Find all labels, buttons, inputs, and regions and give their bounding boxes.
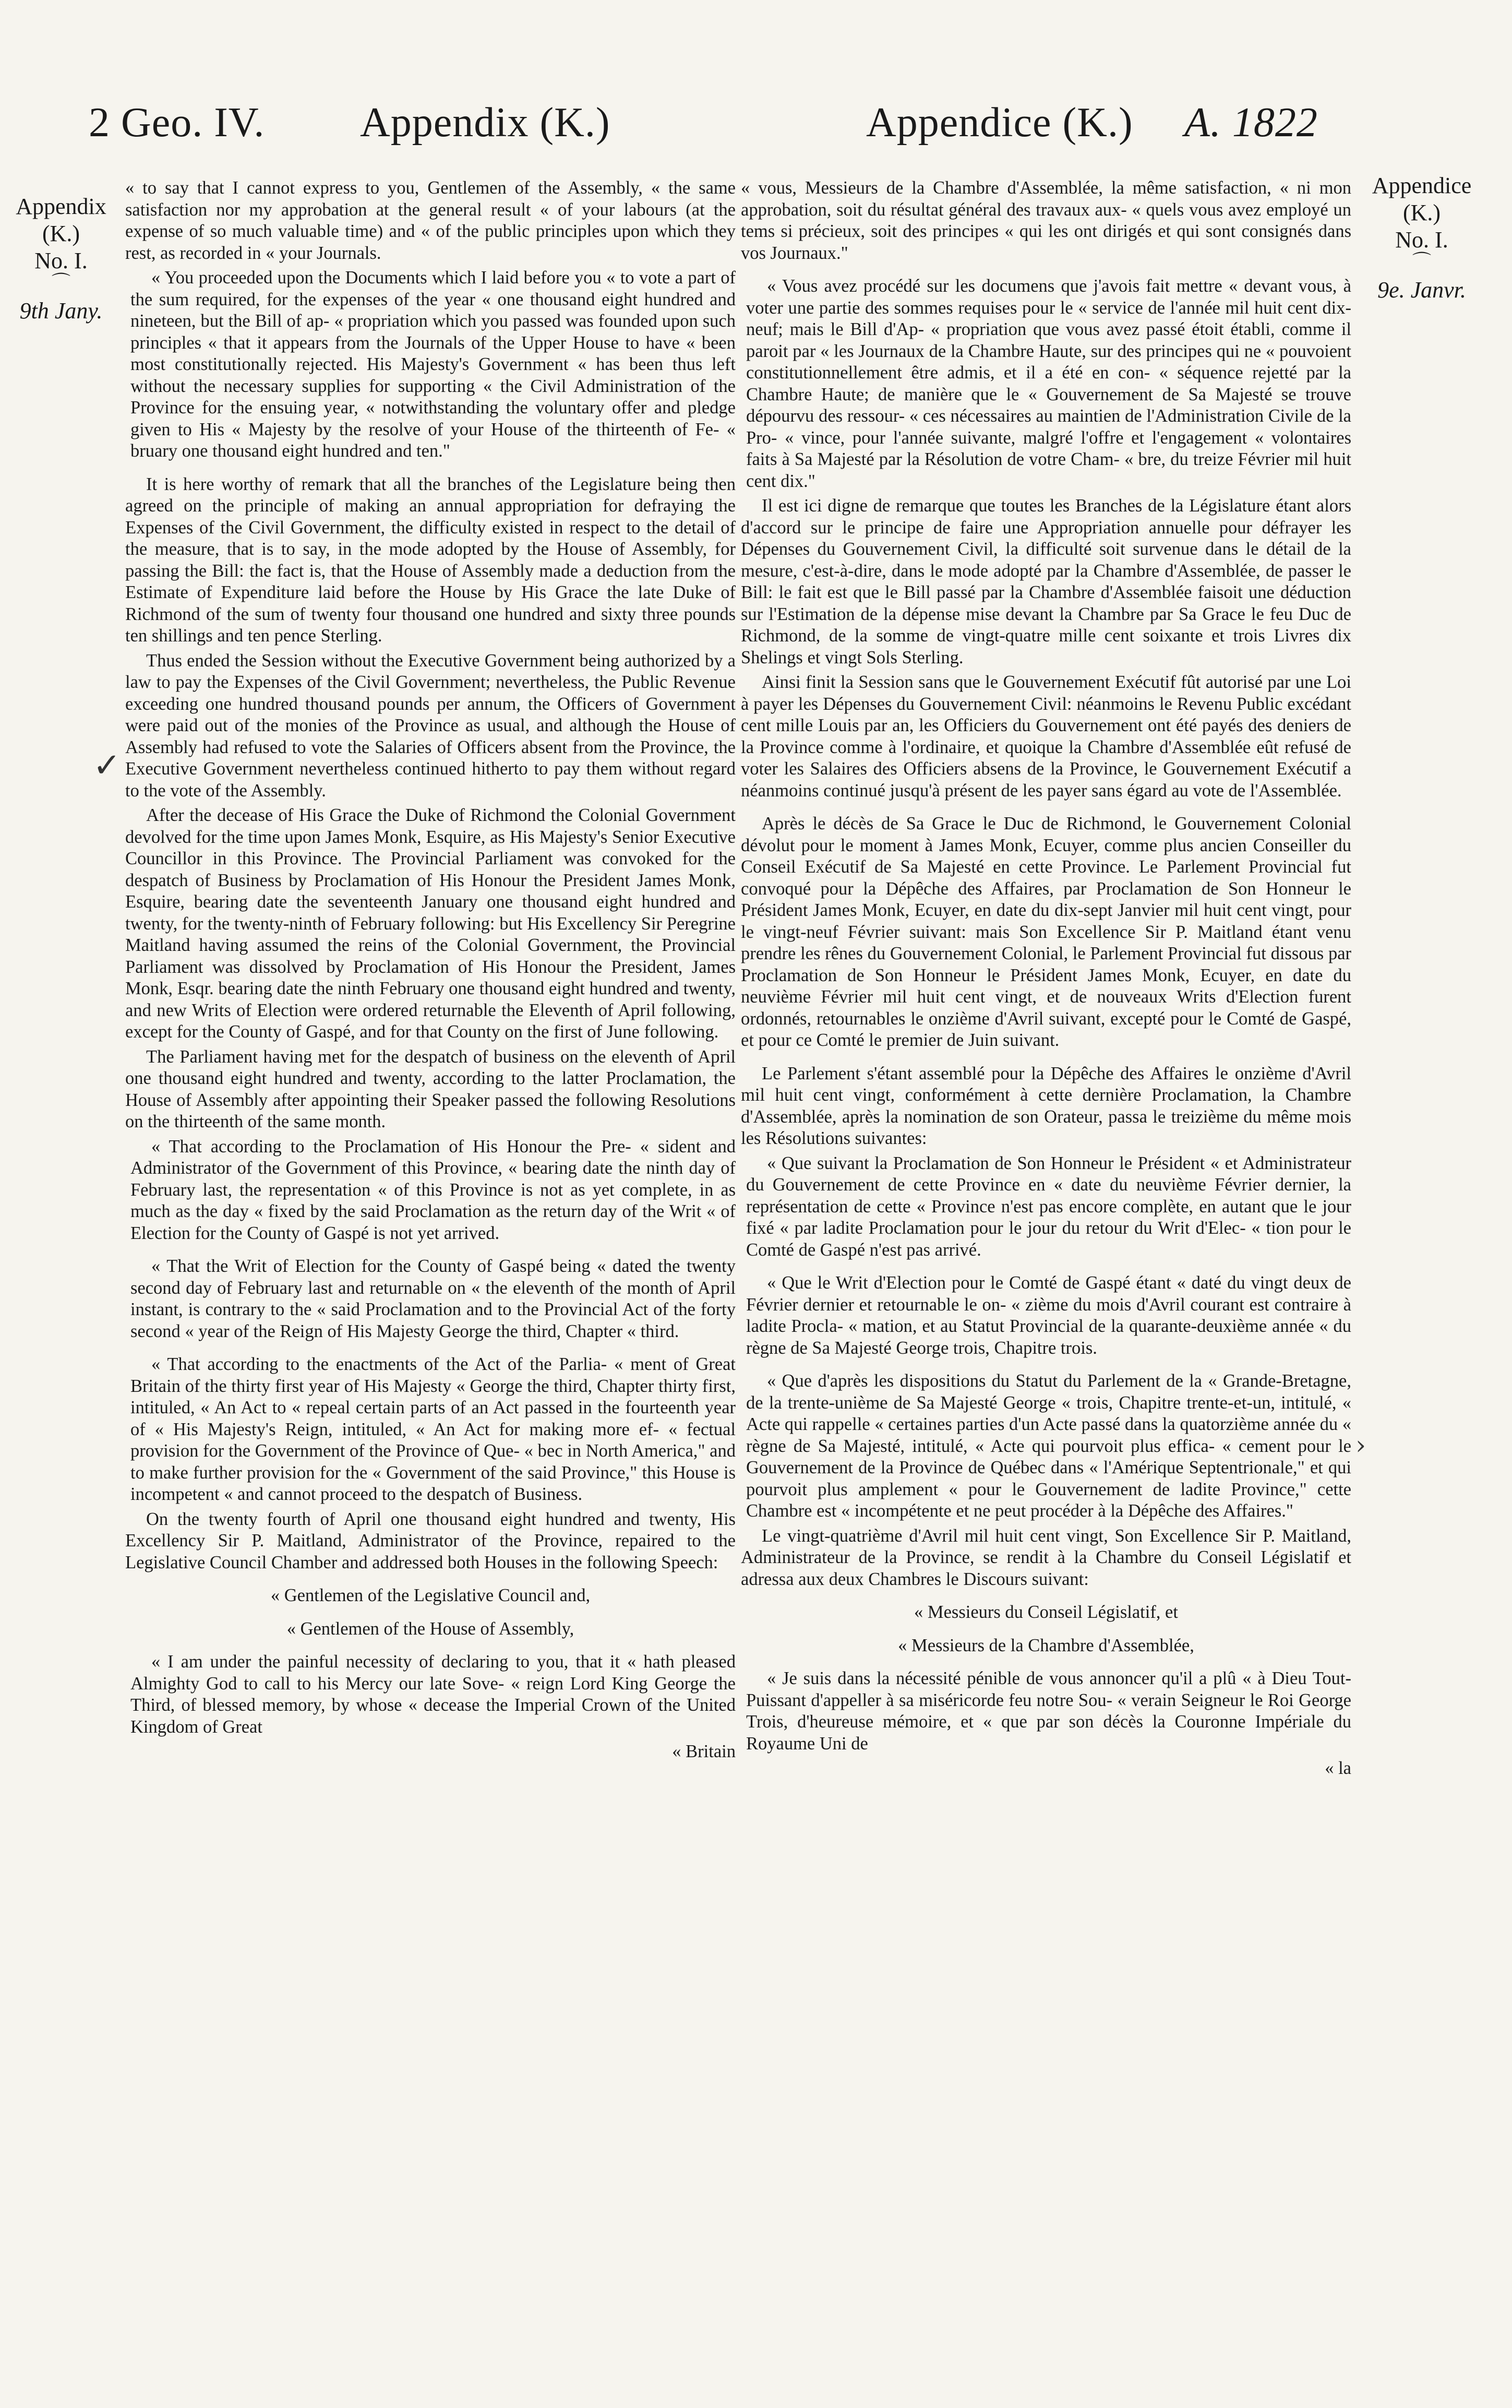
en-paragraph: « That according to the Proclamation of His Honour the Pre- « sident and Administrator of the Government of this Province, « bearing date the ninth day of February last, the representation « of this Province is not as yet complete, in as much as the day « fixed by the said Proclamation as the return day of the Writ « of Election for the County of Gaspé is not yet arrived. — [130, 1136, 736, 1243]
fr-salutation: « Messieurs de la Chambre d'Assemblée, — [898, 1635, 1194, 1655]
margin-note-left — [6, 193, 116, 325]
en-paragraph: The Parliament having met for the despatch of business on the eleventh of April one thousand eight hundred and twenty, according to the latter Proclamation, the House of Assembly after appointing their Speaker passed the following Resolutions on the thirteenth of the same month. — [125, 1046, 736, 1131]
flourish-icon: ⌒ — [1412, 251, 1431, 272]
fr-paragraph: Après le décès de Sa Grace le Duc de Richmond, le Gouvernement Colonial dévolut pour le moment à James Monk, Ecuyer, comme plus ancien Conseiller du Conseil Exécutif de Sa Majesté en cette Province. Le Parlement Provincial fut convoqué pour la Dépêche des Affaires, par Proclamation de Son Honneur le Président James Monk, Ecuyer, en date du dix-sept Janvier mil huit cent vingt, pour le vingt-neuf Février suivant: mais Son Excellence Sir P. Maitland étant venu prendre les rênes du Gouvernement Colonial, le Parlement Provincial fut dissous par Proclamation de Son Honneur le Président James Monk, Ecuyer, en date du neuvième Février mil huit cent vingt, et de nouveaux Writs d'Election furent ordonnés, retournables le onzième d'Avril suivant, excepté pour le Comté de Gaspé, et pour ce Comté le premier de Juin suivant. — [741, 814, 1351, 1050]
flourish-icon: ⌒ — [51, 272, 70, 293]
margin-left-line2: (K.) — [42, 221, 80, 246]
fr-paragraph: Ainsi finit la Session sans que le Gouvernement Exécutif fût autorisé par une Loi à payer les Dépenses du Gouvernement Civil: néanmoins le Revenu Public excédant cent mille Louis par an, les Officiers du Gouvernement ont été payés des deniers de la Province comme à l'ordinaire, et quoique la Chambre d'Assemblée eût refusé de voter les Salaires des Officiers absens de la Province, le Gouvernement Exécutif a néanmoins continué jusqu'à présent de les payer sans égard au vote de l'Assemblée. — [741, 672, 1351, 801]
en-paragraph: Thus ended the Session without the Executive Government being authorized by a law to pay the Expenses of the Civil Government; nevertheless, the Public Revenue exceeding one hundred thousand pounds per annum, the Officers of Government were paid out of the monies of the Province as usual, and although the House of Assembly had refused to vote the Salaries of Officers absent from the Province, the Executive Government nevertheless continued hitherto to pay them without regard to the vote of the Assembly. — [125, 650, 736, 801]
margin-note-right — [1343, 172, 1500, 304]
en-paragraph: « You proceeded upon the Documents which I laid before you « to vote a part of the sum required, for the expenses of the year « one thousand eight hundred and nineteen, but the Bill of ap- « propriation which you passed was founded upon such principles « that it appears from the Journals of the Upper House to have « been most constitutionally rejected. His Majesty's Government « has been thus left without the necessary supplies for supporting « the Civil Administration of the Province for the ensuing year, « notwithstanding the voluntary offer and pledge given to His « Majesty by the resolve of your House of the thirteenth of Fe- « bruary one thousand eight hundred and ten." — [130, 268, 736, 461]
french-column — [741, 177, 1351, 1780]
margin-right-date: 9e. Janvr. — [1377, 277, 1466, 303]
margin-left-line1: Appendix — [16, 194, 106, 219]
en-paragraph: It is here worthy of remark that all the branches of the Legislature being then agreed on the principle of making an annual appropriation for defraying the Expenses of the Civil Government, the difficulty existed in respect to the detail of the measure, that is to say, in the mode adopted by the House of Assembly, for passing the Bill: the fact is, that the House of Assembly made a deduction from the Estimate of Expenditure laid before the House by His Grace the late Duke of Richmond of the sum of twenty four thousand one hundred and sixty three pounds ten shillings and ten pence Sterling. — [125, 474, 736, 646]
fr-paragraph: « Que suivant la Proclamation de Son Honneur le Président « et Administrateur du Gouvernement de cette Province en « date du neuvième Février dernier, la représentation de cette « Province n'est pas encore complète, en autant que le jour fixé « par ladite Proclamation pour le jour du retour du Writ d'Elec- « tion pour le Comté de Gaspé n'est pas arrivé. — [746, 1153, 1351, 1260]
margin-right-line1: Appendice — [1372, 173, 1472, 198]
en-salutation: « Gentlemen of the House of Assembly, — [286, 1618, 574, 1639]
fr-paragraph: « Vous avez procédé sur les documens que j'avois fait mettre « devant vous, à voter une partie des sommes requises pour le « service de l'année mil huit cent dix-neuf; mais le Bill d'Ap- « propriation que vous avez passé étoit établi, comme il paroit par « les Journaux de la Chambre Haute, sur des principes qui ne « pouvoient constitutionnellement être admis, et il a été en con- « séquence rejetté par la Chambre Haute; de manière que le « Gouvernement de Sa Majesté se trouve dépourvu des ressour- « ces nécessaires au maintien de l'Administration Civile de la Pro- « vince, pour l'année suivante, malgré l'offre et l'engagement « volontaires faits à Sa Majesté par la Résolution de votre Cham- « bre, du treize Février mil huit cent dix." — [746, 276, 1351, 491]
en-paragraph: « That the Writ of Election for the County of Gaspé being « dated the twenty second day of February last and returnable on « the eleventh of the month of April instant, is contrary to the « said Proclamation and to the Provincial Act of the forty second « year of the Reign of His Majesty George the third, Chapter « third. — [130, 1256, 736, 1341]
english-column — [125, 177, 736, 1763]
header-year-left: 2 Geo. IV. — [89, 100, 265, 146]
margin-right-line3: No. I. — [1395, 227, 1448, 253]
fr-paragraph: « Que d'après les dispositions du Statut du Parlement de la « Grande-Bretagne, de la trente-unième de Sa Majesté George « trois, Chapitre trente-et-un, intitulé, « Acte qui rappelle « certaines parties d'un Acte passé dans la quatorzième année du « règne de Sa Majesté, intitulé, « Acte qui pourvoit plus effica- « cement pour le Gouvernement de la Province de Québec dans « l'Amérique Septentrionale," et qui pourvoit plus amplement « pour le Gouvernement de ladite Province," cette Chambre est « incompétente et ne peut procéder à la Dépêche des Affaires." — [746, 1371, 1351, 1521]
en-paragraph: « I am under the painful necessity of declaring to you, that it « hath pleased Almighty God to call to his Mercy our late Sove- « reign Lord King George the Third, of blessed memory, by whose « decease the Imperial Crown of the United Kingdom of Great — [130, 1652, 736, 1737]
header-appendix-right: Appendice (K.) — [866, 100, 1133, 146]
checkmark-icon: ✓ — [93, 746, 121, 785]
fr-paragraph: Le vingt-quatrième d'Avril mil huit cent vingt, Son Excellence Sir P. Maitland, Administrateur de la Province, se rendit à la Chambre du Conseil Législatif et adressa aux deux Chambres le Discours suivant: — [741, 1525, 1351, 1589]
margin-left-line3: No. I. — [34, 248, 88, 273]
en-paragraph: After the decease of His Grace the Duke of Richmond the Colonial Government devolved for the time upon James Monk, Esquire, as His Majesty's Senior Executive Councillor in this Province. The Provincial Parliament was convoked for the despatch of Business by Proclamation of His Honour the President James Monk, Esquire, bearing date the seventeenth January one thousand eight hundred and twenty, for the twenty-ninth of February following: but His Excellency Sir Peregrine Maitland having assumed the reins of the Colonial Government, the Provincial Parliament was dissolved by Proclamation of His Honour the President, James Monk, Esqr. bearing date the ninth February one thousand eight hundred and twenty, and new Writs of Election were ordered returnable the Eleventh of April following, except for the County of Gaspé, and for that County on the first of June following. — [125, 805, 736, 1042]
fr-paragraph: « Que le Writ d'Election pour le Comté de Gaspé étant « daté du vingt deux de Février dernier et retournable le on- « zième du mois d'Avril courant est contraire à ladite Procla- « mation, et au Statut Provincial de la quarante-deuxième année « du règne de Sa Majesté George trois, Chapitre trois. — [746, 1273, 1351, 1358]
margin-left-date: 9th Jany. — [19, 298, 103, 324]
header-year-right: A. 1822 — [1184, 100, 1318, 146]
header-appendix-left: Appendix (K.) — [360, 100, 610, 146]
fr-salutation: « Messieurs du Conseil Législatif, et — [914, 1602, 1178, 1622]
fr-paragraph: « Je suis dans la nécessité pénible de vous annoncer qu'il a plû « à Dieu Tout-Puissant d'appeller à sa miséricorde feu notre Sou- « verain Seigneur le Roi George Trois, d'heureuse mémoire, et « que par son décès la Couronne Impériale du Royaume Uni de — [746, 1668, 1351, 1754]
en-paragraph: On the twenty fourth of April one thousand eight hundred and twenty, His Excellency Sir P. Maitland, Administrator of the Province, repaired to the Legislative Council Chamber and addressed both Houses in the following Speech: — [125, 1509, 736, 1572]
fr-paragraph: « vous, Messieurs de la Chambre d'Assemblée, la même satisfaction, « ni mon approbation, soit du résultat général des travaux aux- « quels vous avez employé un tems si précieux, soit des principes « qui les ont dirigés et qui sont consignés dans vos Journaux." — [741, 178, 1351, 263]
en-catchword: « Britain — [672, 1742, 736, 1761]
fr-paragraph: Il est ici digne de remarque que toutes les Branches de la Législature étant alors d'accord sur le principe de faire une Appropriation annuelle pour défrayer les Dépenses du Gouvernement Civil, la difficulté soit survenue dans le détail de la mesure, c'est-à-dire, dans le mode adopté par la Chambre d'Assemblée, de passer le Bill: le fait est que le Bill passé par la Chambre d'Assemblée faisoit une déduction sur l'Estimation de la dépense mise devant la Chambre par Sa Grace le feu Duc de Richmond, de la somme de vingt-quatre mille cent soixante et trois Livres dix Shelings et vingt Sols Sterling. — [741, 496, 1351, 667]
margin-right-line2: (K.) — [1402, 200, 1441, 225]
caret-mark-icon: › — [1355, 1430, 1366, 1460]
en-salutation: « Gentlemen of the Legislative Council and, — [270, 1586, 591, 1605]
en-paragraph: « to say that I cannot express to you, Gentlemen of the Assembly, « the same satisfaction nor my approbation at the general result « of your labours (at the expense of so much valuable time) and « of the public principles upon which they rest, as recorded in « your Journals. — [125, 178, 736, 263]
fr-catchword: « la — [1325, 1758, 1351, 1778]
fr-paragraph: Le Parlement s'étant assemblé pour la Dépêche des Affaires le onzième d'Avril mil huit cent vingt, conformément à cette dernière Proclamation, la Chambre d'Assemblée, après la nomination de son Orateur, passa le treizième du même mois les Résolutions suivantes: — [741, 1063, 1351, 1148]
en-paragraph: « That according to the enactments of the Act of the Parlia- « ment of Great Britain of the thirty first year of His Majesty « George the third, Chapter thirty first, intituled, « An Act to « repeal certain parts of an Act passed in the fourteenth year of « His Majesty's Reign, intituled, « An Act for making more ef- « fectual provision for the Government of the Province of Que- « bec in North America," and to make further provision for the « Government of the said Province," this House is incompetent « and cannot proceed to the despatch of Business. — [130, 1354, 736, 1504]
